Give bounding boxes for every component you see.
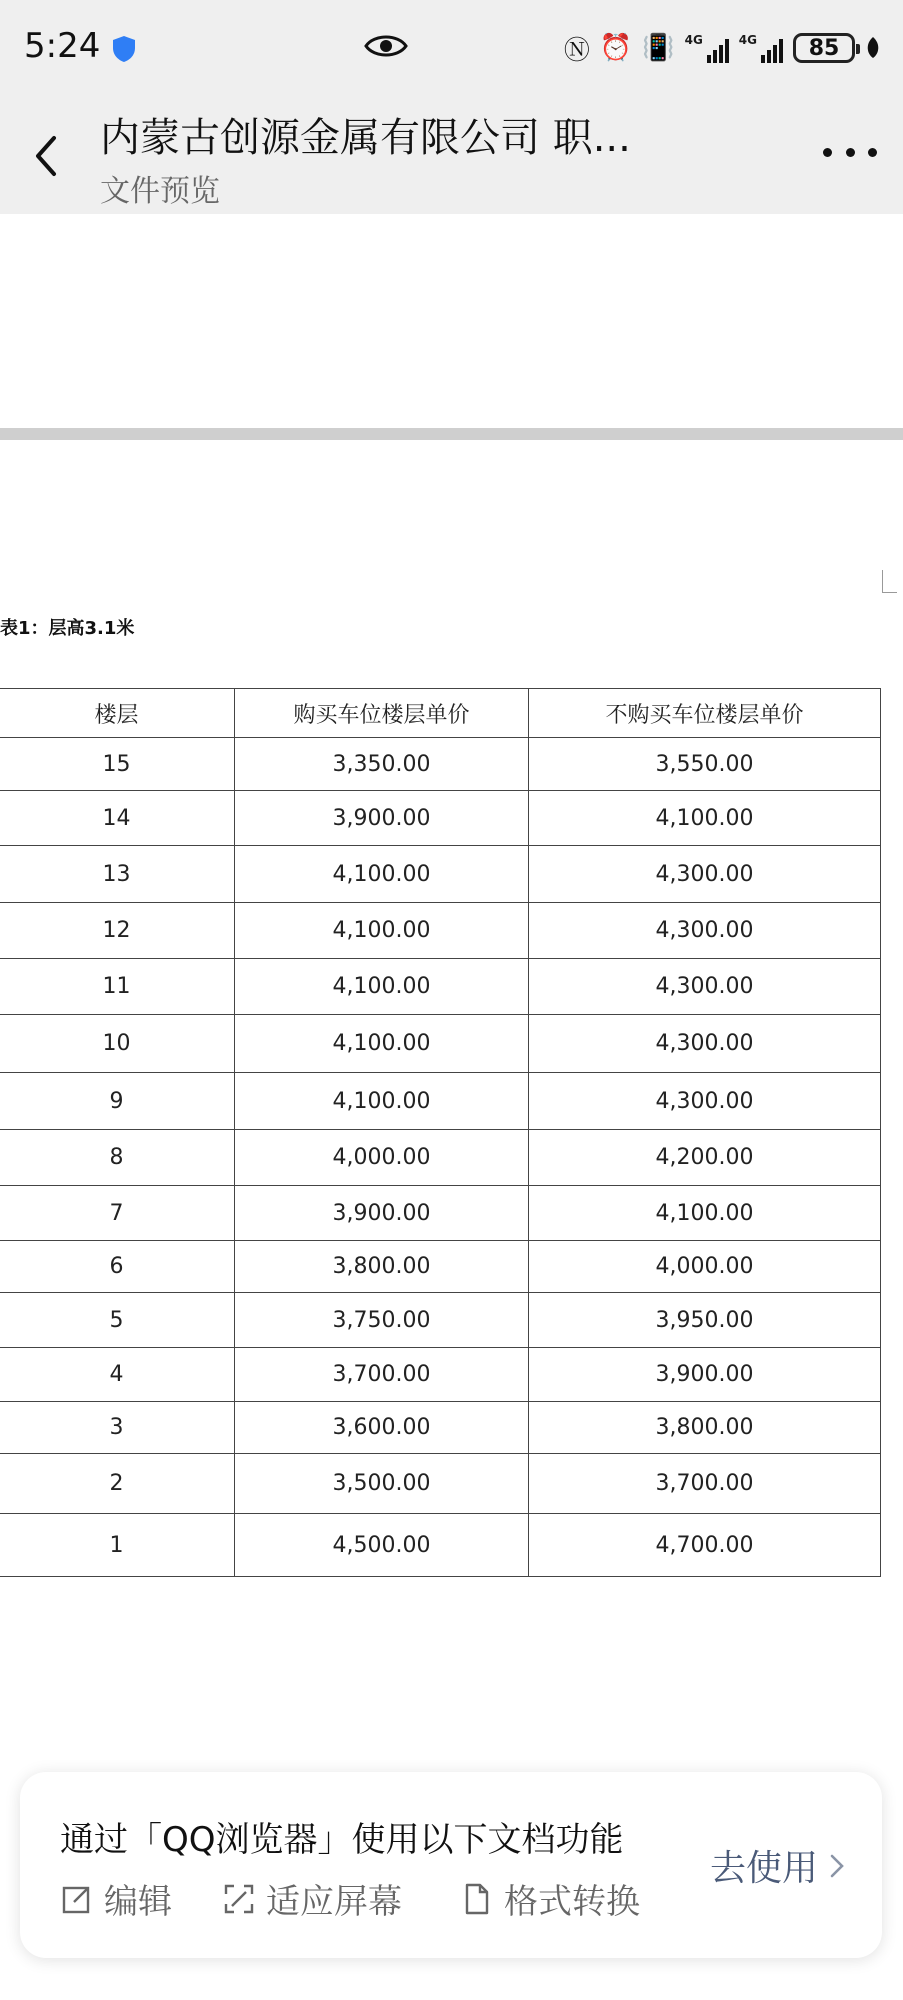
table-row — [0, 1015, 881, 1073]
cell-price-with-parking: 3,600.00 — [235, 1402, 529, 1454]
status-time: 5:24 — [24, 26, 101, 66]
feature-edit[interactable] — [60, 1874, 172, 1923]
table-row — [0, 1130, 881, 1186]
table-row — [0, 959, 881, 1015]
cell-floor: 8 — [0, 1130, 235, 1186]
feature-format-convert-label: 格式转换 — [504, 1882, 640, 1922]
table-row — [0, 1186, 881, 1241]
network-type: 4G — [684, 33, 703, 47]
signal-icon-2 — [739, 33, 783, 63]
price-table — [0, 688, 881, 1577]
cell-price-with-parking: 3,900.00 — [235, 791, 529, 846]
cell-floor: 1 — [0, 1514, 235, 1577]
cell-floor: 10 — [0, 1015, 235, 1073]
alarm-icon: ⏰ — [599, 33, 633, 63]
cell-price-without-parking: 3,800.00 — [529, 1402, 881, 1454]
cell-price-without-parking: 4,300.00 — [529, 903, 881, 959]
cell-floor: 9 — [0, 1073, 235, 1130]
battery-level: 85 — [808, 35, 840, 61]
feature-fit-screen[interactable] — [222, 1874, 402, 1923]
cell-price-with-parking: 3,500.00 — [235, 1454, 529, 1514]
status-bar — [0, 0, 903, 96]
table-caption: 表1：层高3.1米 — [0, 618, 135, 639]
cell-floor: 14 — [0, 791, 235, 846]
leaf-icon — [865, 36, 881, 60]
cell-floor: 13 — [0, 846, 235, 903]
edit-icon — [60, 1882, 94, 1916]
cell-price-with-parking: 4,500.00 — [235, 1514, 529, 1577]
table-row — [0, 846, 881, 903]
go-use-button[interactable] — [710, 1840, 846, 1891]
column-header-without-parking: 不购买车位楼层单价 — [529, 689, 881, 738]
table-row — [0, 1348, 881, 1402]
cell-floor: 5 — [0, 1293, 235, 1348]
page-subtitle: 文件预览 — [100, 174, 220, 209]
cell-price-without-parking: 3,550.00 — [529, 738, 881, 791]
cell-price-without-parking: 4,300.00 — [529, 1073, 881, 1130]
cell-floor: 6 — [0, 1241, 235, 1293]
status-icons — [564, 28, 881, 68]
fit-screen-icon — [222, 1882, 256, 1916]
page-corner-mark — [882, 570, 897, 593]
cell-price-with-parking: 3,700.00 — [235, 1348, 529, 1402]
table-row — [0, 903, 881, 959]
nfc-icon: Ⓝ — [563, 35, 590, 66]
table-header-row — [0, 689, 881, 738]
cell-price-with-parking: 3,900.00 — [235, 1186, 529, 1241]
cell-price-with-parking: 4,000.00 — [235, 1130, 529, 1186]
table-row — [0, 1073, 881, 1130]
table-row — [0, 1454, 881, 1514]
cell-price-without-parking: 4,300.00 — [529, 959, 881, 1015]
cell-floor: 4 — [0, 1348, 235, 1402]
promo-text: 通过「QQ浏览器」使用以下文档功能 — [60, 1820, 624, 1860]
cell-price-without-parking: 4,700.00 — [529, 1514, 881, 1577]
cell-price-without-parking: 3,700.00 — [529, 1454, 881, 1514]
cell-price-without-parking: 3,900.00 — [529, 1348, 881, 1402]
page-title: 内蒙古创源金属有限公司 职... — [100, 115, 631, 161]
cell-price-without-parking: 4,000.00 — [529, 1241, 881, 1293]
battery-icon — [793, 33, 855, 63]
cell-price-with-parking: 3,350.00 — [235, 738, 529, 791]
table-row — [0, 1241, 881, 1293]
cell-price-with-parking: 4,100.00 — [235, 846, 529, 903]
table-row — [0, 1293, 881, 1348]
cell-price-with-parking: 3,750.00 — [235, 1293, 529, 1348]
chevron-right-icon — [828, 1853, 846, 1879]
cell-floor: 12 — [0, 903, 235, 959]
feature-edit-label: 编辑 — [104, 1882, 172, 1922]
cell-price-with-parking: 4,100.00 — [235, 1073, 529, 1130]
network-type-2: 4G — [738, 33, 757, 47]
cell-price-without-parking: 4,300.00 — [529, 846, 881, 903]
feature-format-convert[interactable] — [460, 1874, 640, 1923]
cell-floor: 2 — [0, 1454, 235, 1514]
title-bar — [0, 96, 903, 214]
cell-price-with-parking: 4,100.00 — [235, 959, 529, 1015]
cell-price-without-parking: 4,300.00 — [529, 1015, 881, 1073]
cell-price-with-parking: 4,100.00 — [235, 903, 529, 959]
cell-price-without-parking: 4,100.00 — [529, 1186, 881, 1241]
cell-floor: 11 — [0, 959, 235, 1015]
cell-floor: 7 — [0, 1186, 235, 1241]
cell-price-without-parking: 3,950.00 — [529, 1293, 881, 1348]
more-options-button[interactable] — [823, 142, 877, 162]
feature-fit-screen-label: 适应屏幕 — [266, 1882, 402, 1922]
table-row — [0, 1514, 881, 1577]
document-icon — [460, 1882, 494, 1916]
qq-browser-promo-card — [20, 1772, 882, 1958]
signal-icon — [685, 33, 729, 63]
column-header-floor: 楼层 — [0, 689, 235, 738]
table-row — [0, 738, 881, 791]
page-separator — [0, 428, 903, 440]
go-use-label: 去使用 — [709, 1848, 818, 1889]
cell-price-without-parking: 4,200.00 — [529, 1130, 881, 1186]
back-button[interactable] — [24, 126, 72, 186]
shield-icon — [110, 34, 138, 64]
table-row — [0, 791, 881, 846]
vibrate-icon: 📳 — [642, 33, 675, 63]
eye-icon — [364, 30, 408, 62]
column-header-with-parking: 购买车位楼层单价 — [235, 689, 529, 738]
cell-price-with-parking: 4,100.00 — [235, 1015, 529, 1073]
cell-floor: 3 — [0, 1402, 235, 1454]
table-row — [0, 1402, 881, 1454]
cell-price-without-parking: 4,100.00 — [529, 791, 881, 846]
cell-price-with-parking: 3,800.00 — [235, 1241, 529, 1293]
cell-floor: 15 — [0, 738, 235, 791]
